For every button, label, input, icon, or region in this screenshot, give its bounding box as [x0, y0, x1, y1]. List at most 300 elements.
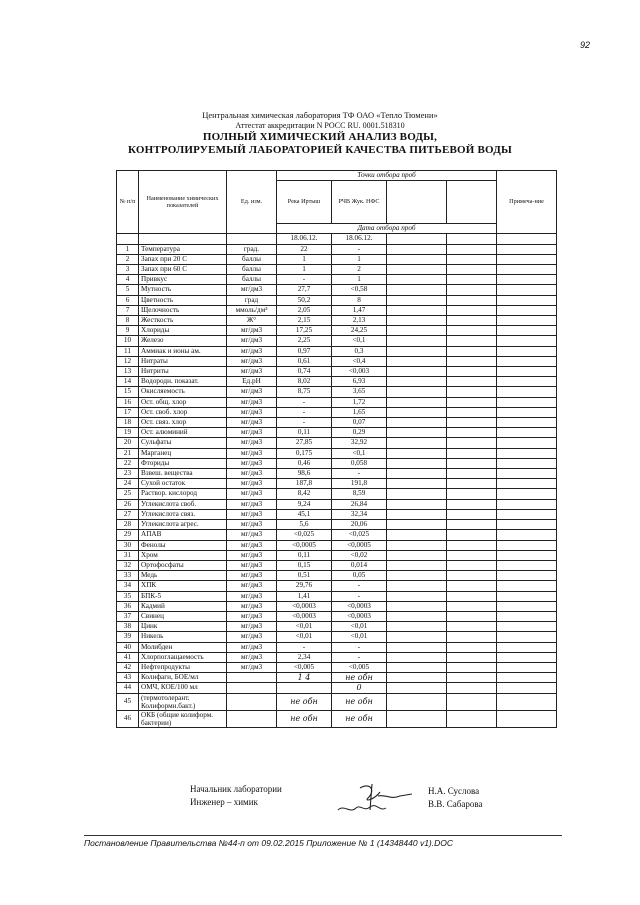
unit: град. — [227, 244, 277, 254]
indicator-name: Окисляемость — [139, 387, 227, 397]
empty-cell — [387, 673, 447, 683]
table-row — [117, 489, 557, 499]
value-rchv: 0,05 — [332, 571, 387, 581]
value-river: 2,25 — [277, 336, 332, 346]
empty-cell — [387, 316, 447, 326]
date-row-empty — [227, 234, 277, 244]
indicator-name: Цинк — [139, 622, 227, 632]
empty-cell — [447, 305, 497, 315]
empty-cell — [447, 397, 497, 407]
empty-cell — [387, 652, 447, 662]
value-rchv: 0,014 — [332, 560, 387, 570]
table-row — [117, 632, 557, 642]
unit: мг/дм3 — [227, 448, 277, 458]
empty-cell — [497, 448, 557, 458]
row-number: 15 — [117, 387, 139, 397]
value-river: - — [277, 642, 332, 652]
row-number: 2 — [117, 254, 139, 264]
value-river: 0,11 — [277, 428, 332, 438]
empty-cell — [447, 673, 497, 683]
indicator-name: Ост. алюминий — [139, 428, 227, 438]
value-rchv: 3,65 — [332, 387, 387, 397]
empty-cell — [387, 683, 447, 693]
value-rchv: 1 — [332, 275, 387, 285]
value-rchv: 0 — [332, 683, 387, 693]
empty-cell — [387, 407, 447, 417]
row-number: 11 — [117, 346, 139, 356]
row-number: 24 — [117, 479, 139, 489]
value-rchv: <0,1 — [332, 448, 387, 458]
unit — [227, 683, 277, 693]
indicator-name: Цветность — [139, 295, 227, 305]
lab-name: Центральная химическая лаборатория ТФ ОАО «Тепло Тюмени» — [202, 110, 438, 120]
row-number: 1 — [117, 244, 139, 254]
empty-cell — [447, 560, 497, 570]
indicator-name: Нефтепродукты — [139, 662, 227, 672]
empty-cell — [497, 326, 557, 336]
empty-cell — [387, 275, 447, 285]
indicator-name: Запах при 60 С — [139, 265, 227, 275]
row-number: 3 — [117, 265, 139, 275]
empty-cell — [447, 377, 497, 387]
table-row — [117, 530, 557, 540]
unit — [227, 673, 277, 683]
empty-cell — [387, 448, 447, 458]
value-rchv: 0,07 — [332, 418, 387, 428]
value-river: 29,76 — [277, 581, 332, 591]
row-number: 18 — [117, 418, 139, 428]
empty-cell — [497, 540, 557, 550]
table-row — [117, 275, 557, 285]
value-rchv: 0,058 — [332, 458, 387, 468]
indicator-name: Хлорпоглащаемость — [139, 652, 227, 662]
row-number: 25 — [117, 489, 139, 499]
empty-cell — [447, 326, 497, 336]
value-river: 0,97 — [277, 346, 332, 356]
table-row — [117, 520, 557, 530]
table-row — [117, 346, 557, 356]
empty-cell — [387, 428, 447, 438]
unit: мг/дм3 — [227, 571, 277, 581]
indicator-name: Ост. общ. хлор — [139, 397, 227, 407]
table-row — [117, 581, 557, 591]
analysis-table — [116, 170, 557, 728]
table-row — [117, 397, 557, 407]
empty-cell — [497, 499, 557, 509]
empty-cell — [447, 387, 497, 397]
value-river: - — [277, 418, 332, 428]
empty-cell — [447, 254, 497, 264]
empty-cell — [447, 316, 497, 326]
unit: мг/дм3 — [227, 540, 277, 550]
unit: мг/дм3 — [227, 458, 277, 468]
indicator-name: Молибден — [139, 642, 227, 652]
empty-cell — [497, 652, 557, 662]
empty-cell — [497, 275, 557, 285]
empty-cell — [497, 438, 557, 448]
empty-cell — [447, 428, 497, 438]
row-number: 8 — [117, 316, 139, 326]
unit: мг/дм3 — [227, 397, 277, 407]
empty-cell — [447, 530, 497, 540]
indicator-name: Щелочность — [139, 305, 227, 315]
empty-cell — [497, 254, 557, 264]
table-row — [117, 509, 557, 519]
table-row — [117, 560, 557, 570]
value-river: 1 — [277, 265, 332, 275]
empty-cell — [497, 642, 557, 652]
value-river: 2,15 — [277, 316, 332, 326]
value-rchv: 191,8 — [332, 479, 387, 489]
unit: мг/дм3 — [227, 622, 277, 632]
indicator-name: АПАВ — [139, 530, 227, 540]
empty-cell — [447, 469, 497, 479]
empty-cell — [447, 418, 497, 428]
empty-cell — [447, 244, 497, 254]
empty-cell — [447, 448, 497, 458]
empty-cell — [387, 540, 447, 550]
empty-cell — [387, 285, 447, 295]
page-number: 92 — [580, 40, 591, 50]
header-empty-1 — [387, 181, 447, 224]
value-rchv: не обн — [332, 673, 387, 683]
value-rchv: 6,93 — [332, 377, 387, 387]
indicator-name: (термотолерант. Колиформн.бакт.) — [139, 693, 227, 710]
row-number: 36 — [117, 601, 139, 611]
value-rchv: 2 — [332, 265, 387, 275]
table-row — [117, 428, 557, 438]
indicator-name: ХПК — [139, 581, 227, 591]
value-rchv: 24,25 — [332, 326, 387, 336]
table-row — [117, 642, 557, 652]
empty-cell — [497, 489, 557, 499]
row-number: 39 — [117, 632, 139, 642]
value-rchv: <0,1 — [332, 336, 387, 346]
row-number: 26 — [117, 499, 139, 509]
empty-cell — [447, 571, 497, 581]
indicator-name: Фенолы — [139, 540, 227, 550]
value-river: <0,0005 — [277, 540, 332, 550]
table-row — [117, 244, 557, 254]
empty-cell — [447, 275, 497, 285]
value-rchv: <0,025 — [332, 530, 387, 540]
value-rchv: - — [332, 652, 387, 662]
table-row — [117, 418, 557, 428]
table-row — [117, 285, 557, 295]
indicator-name: Жесткость — [139, 316, 227, 326]
indicator-name: Медь — [139, 571, 227, 581]
unit: мг/дм3 — [227, 469, 277, 479]
empty-cell — [447, 438, 497, 448]
empty-cell — [387, 295, 447, 305]
value-river: не обн — [277, 693, 332, 710]
empty-cell — [387, 611, 447, 621]
empty-cell — [387, 710, 447, 727]
empty-cell — [447, 489, 497, 499]
value-river: - — [277, 407, 332, 417]
empty-cell — [387, 326, 447, 336]
row-number: 32 — [117, 560, 139, 570]
accreditation: Аттестат аккредитации N РОСС RU. 0001.518310 — [235, 121, 405, 130]
value-river: 8,02 — [277, 377, 332, 387]
unit: баллы — [227, 275, 277, 285]
unit: мг/дм3 — [227, 367, 277, 377]
empty-cell — [387, 265, 447, 275]
indicator-name: Колифаги, БОЕ/мл — [139, 673, 227, 683]
row-number: 5 — [117, 285, 139, 295]
value-river: 2,05 — [277, 305, 332, 315]
unit: мг/дм3 — [227, 601, 277, 611]
indicator-name: Свинец — [139, 611, 227, 621]
empty-cell — [387, 632, 447, 642]
indicator-name: Водородн. показат. — [139, 377, 227, 387]
date-row-empty — [447, 234, 497, 244]
value-rchv: - — [332, 244, 387, 254]
value-rchv: 1,72 — [332, 397, 387, 407]
empty-cell — [497, 509, 557, 519]
value-rchv: <0,01 — [332, 632, 387, 642]
row-number: 7 — [117, 305, 139, 315]
unit: мг/дм3 — [227, 611, 277, 621]
row-number: 42 — [117, 662, 139, 672]
empty-cell — [447, 336, 497, 346]
empty-cell — [497, 244, 557, 254]
row-number: 13 — [117, 367, 139, 377]
empty-cell — [497, 367, 557, 377]
value-river: 17,25 — [277, 326, 332, 336]
unit — [227, 693, 277, 710]
unit: мг/дм3 — [227, 336, 277, 346]
header-note: Примеча-ние — [497, 171, 557, 234]
indicator-name: Взвеш. вещества — [139, 469, 227, 479]
row-number: 23 — [117, 469, 139, 479]
value-river: <0,0003 — [277, 611, 332, 621]
empty-cell — [497, 305, 557, 315]
table-row — [117, 458, 557, 468]
table-row — [117, 254, 557, 264]
value-river: 0,15 — [277, 560, 332, 570]
table-row — [117, 407, 557, 417]
row-number: 20 — [117, 438, 139, 448]
indicator-name: Привкус — [139, 275, 227, 285]
empty-cell — [387, 418, 447, 428]
row-number: 14 — [117, 377, 139, 387]
table-row — [117, 469, 557, 479]
empty-cell — [387, 642, 447, 652]
empty-cell — [447, 601, 497, 611]
indicator-name: Нитриты — [139, 367, 227, 377]
empty-cell — [497, 479, 557, 489]
empty-cell — [497, 346, 557, 356]
empty-cell — [447, 285, 497, 295]
indicator-name: Мутность — [139, 285, 227, 295]
sample-date-2: 18.06.12. — [332, 234, 387, 244]
row-number: 44 — [117, 683, 139, 693]
empty-cell — [447, 367, 497, 377]
table-row — [117, 387, 557, 397]
empty-cell — [387, 254, 447, 264]
empty-cell — [387, 571, 447, 581]
value-rchv: не обн — [332, 693, 387, 710]
empty-cell — [387, 336, 447, 346]
row-number: 19 — [117, 428, 139, 438]
value-rchv: <0,4 — [332, 356, 387, 366]
value-river: 0,46 — [277, 458, 332, 468]
value-river: не обн — [277, 710, 332, 727]
value-river: <0,025 — [277, 530, 332, 540]
row-number: 41 — [117, 652, 139, 662]
empty-cell — [387, 560, 447, 570]
empty-cell — [497, 530, 557, 540]
empty-cell — [497, 601, 557, 611]
unit: мг/дм3 — [227, 438, 277, 448]
empty-cell — [447, 652, 497, 662]
empty-cell — [497, 591, 557, 601]
empty-cell — [497, 693, 557, 710]
table-row — [117, 377, 557, 387]
empty-cell — [387, 520, 447, 530]
row-number: 28 — [117, 520, 139, 530]
empty-cell — [387, 305, 447, 315]
table-row — [117, 601, 557, 611]
indicator-name: Углекислота агрес. — [139, 520, 227, 530]
value-river — [277, 683, 332, 693]
empty-cell — [387, 509, 447, 519]
indicator-name: Ост. своб. хлор — [139, 407, 227, 417]
empty-cell — [497, 265, 557, 275]
value-rchv: <0,02 — [332, 550, 387, 560]
value-river: - — [277, 397, 332, 407]
date-row-empty — [497, 234, 557, 244]
empty-cell — [497, 622, 557, 632]
empty-cell — [447, 662, 497, 672]
unit: мг/дм3 — [227, 346, 277, 356]
empty-cell — [387, 387, 447, 397]
value-rchv: - — [332, 642, 387, 652]
empty-cell — [447, 622, 497, 632]
value-river: 187,8 — [277, 479, 332, 489]
table-row — [117, 499, 557, 509]
empty-cell — [497, 377, 557, 387]
value-river: 27,85 — [277, 438, 332, 448]
indicator-name: Ортофосфаты — [139, 560, 227, 570]
empty-cell — [447, 295, 497, 305]
row-number: 38 — [117, 622, 139, 632]
name-chem-engineer: В.В. Сабарова — [428, 799, 483, 809]
empty-cell — [387, 622, 447, 632]
unit: мг/дм3 — [227, 499, 277, 509]
table-row — [117, 550, 557, 560]
value-rchv: <0,0003 — [332, 601, 387, 611]
empty-cell — [497, 285, 557, 295]
empty-cell — [497, 469, 557, 479]
value-river: 5,6 — [277, 520, 332, 530]
value-rchv: 1,65 — [332, 407, 387, 417]
empty-cell — [497, 673, 557, 683]
value-rchv: 32,92 — [332, 438, 387, 448]
empty-cell — [447, 550, 497, 560]
value-rchv: 8,59 — [332, 489, 387, 499]
table-row — [117, 336, 557, 346]
empty-cell — [447, 520, 497, 530]
table-row — [117, 316, 557, 326]
row-number: 40 — [117, 642, 139, 652]
table-row — [117, 571, 557, 581]
empty-cell — [447, 710, 497, 727]
table-row — [117, 710, 557, 727]
value-river: 0,175 — [277, 448, 332, 458]
row-number: 21 — [117, 448, 139, 458]
indicator-name: Нитраты — [139, 356, 227, 366]
empty-cell — [387, 581, 447, 591]
empty-cell — [497, 316, 557, 326]
indicator-name: Ост. связ. хлор — [139, 418, 227, 428]
table-row — [117, 540, 557, 550]
value-river: 1,41 — [277, 591, 332, 601]
table-row — [117, 265, 557, 275]
value-river: <0,01 — [277, 622, 332, 632]
empty-cell — [447, 683, 497, 693]
row-number: 9 — [117, 326, 139, 336]
row-number: 17 — [117, 407, 139, 417]
row-number: 46 — [117, 710, 139, 727]
empty-cell — [497, 387, 557, 397]
empty-cell — [387, 550, 447, 560]
value-river: 98,6 — [277, 469, 332, 479]
header-sampling-points: Точки отбора проб — [277, 171, 497, 181]
indicator-name: ОКБ (общие колиформ. бактерии) — [139, 710, 227, 727]
indicator-name: Углекислота своб. — [139, 499, 227, 509]
unit: мг/дм3 — [227, 509, 277, 519]
header-empty-2 — [447, 181, 497, 224]
value-rchv: - — [332, 581, 387, 591]
empty-cell — [447, 265, 497, 275]
empty-cell — [387, 591, 447, 601]
empty-cell — [497, 520, 557, 530]
unit: мг/дм3 — [227, 356, 277, 366]
empty-cell — [387, 244, 447, 254]
empty-cell — [447, 540, 497, 550]
table-row — [117, 662, 557, 672]
indicator-name: Никель — [139, 632, 227, 642]
unit: ммоль/дм³ — [227, 305, 277, 315]
unit: град — [227, 295, 277, 305]
row-number: 22 — [117, 458, 139, 468]
value-rchv: 8 — [332, 295, 387, 305]
unit: баллы — [227, 254, 277, 264]
value-rchv: - — [332, 469, 387, 479]
indicator-name: Температура — [139, 244, 227, 254]
row-number: 4 — [117, 275, 139, 285]
empty-cell — [447, 509, 497, 519]
empty-cell — [497, 560, 557, 570]
indicator-name: ОМЧ, КОЕ/100 мл — [139, 683, 227, 693]
table-row — [117, 673, 557, 683]
table-row — [117, 356, 557, 366]
date-row-empty — [139, 234, 227, 244]
unit: Ед.рН — [227, 377, 277, 387]
indicator-name: Углекислота связ. — [139, 509, 227, 519]
document-title-line2: КОНТРОЛИРУЕМЫЙ ЛАБОРАТОРИЕЙ КАЧЕСТВА ПИТЬЕВОЙ ВОДЫ — [127, 144, 512, 156]
row-number: 6 — [117, 295, 139, 305]
table-row — [117, 326, 557, 336]
name-lab-head: Н.А. Суслова — [428, 786, 480, 796]
unit: мг/дм3 — [227, 418, 277, 428]
empty-cell — [447, 611, 497, 621]
row-number: 10 — [117, 336, 139, 346]
value-rchv: <0,0005 — [332, 540, 387, 550]
unit: мг/дм3 — [227, 652, 277, 662]
